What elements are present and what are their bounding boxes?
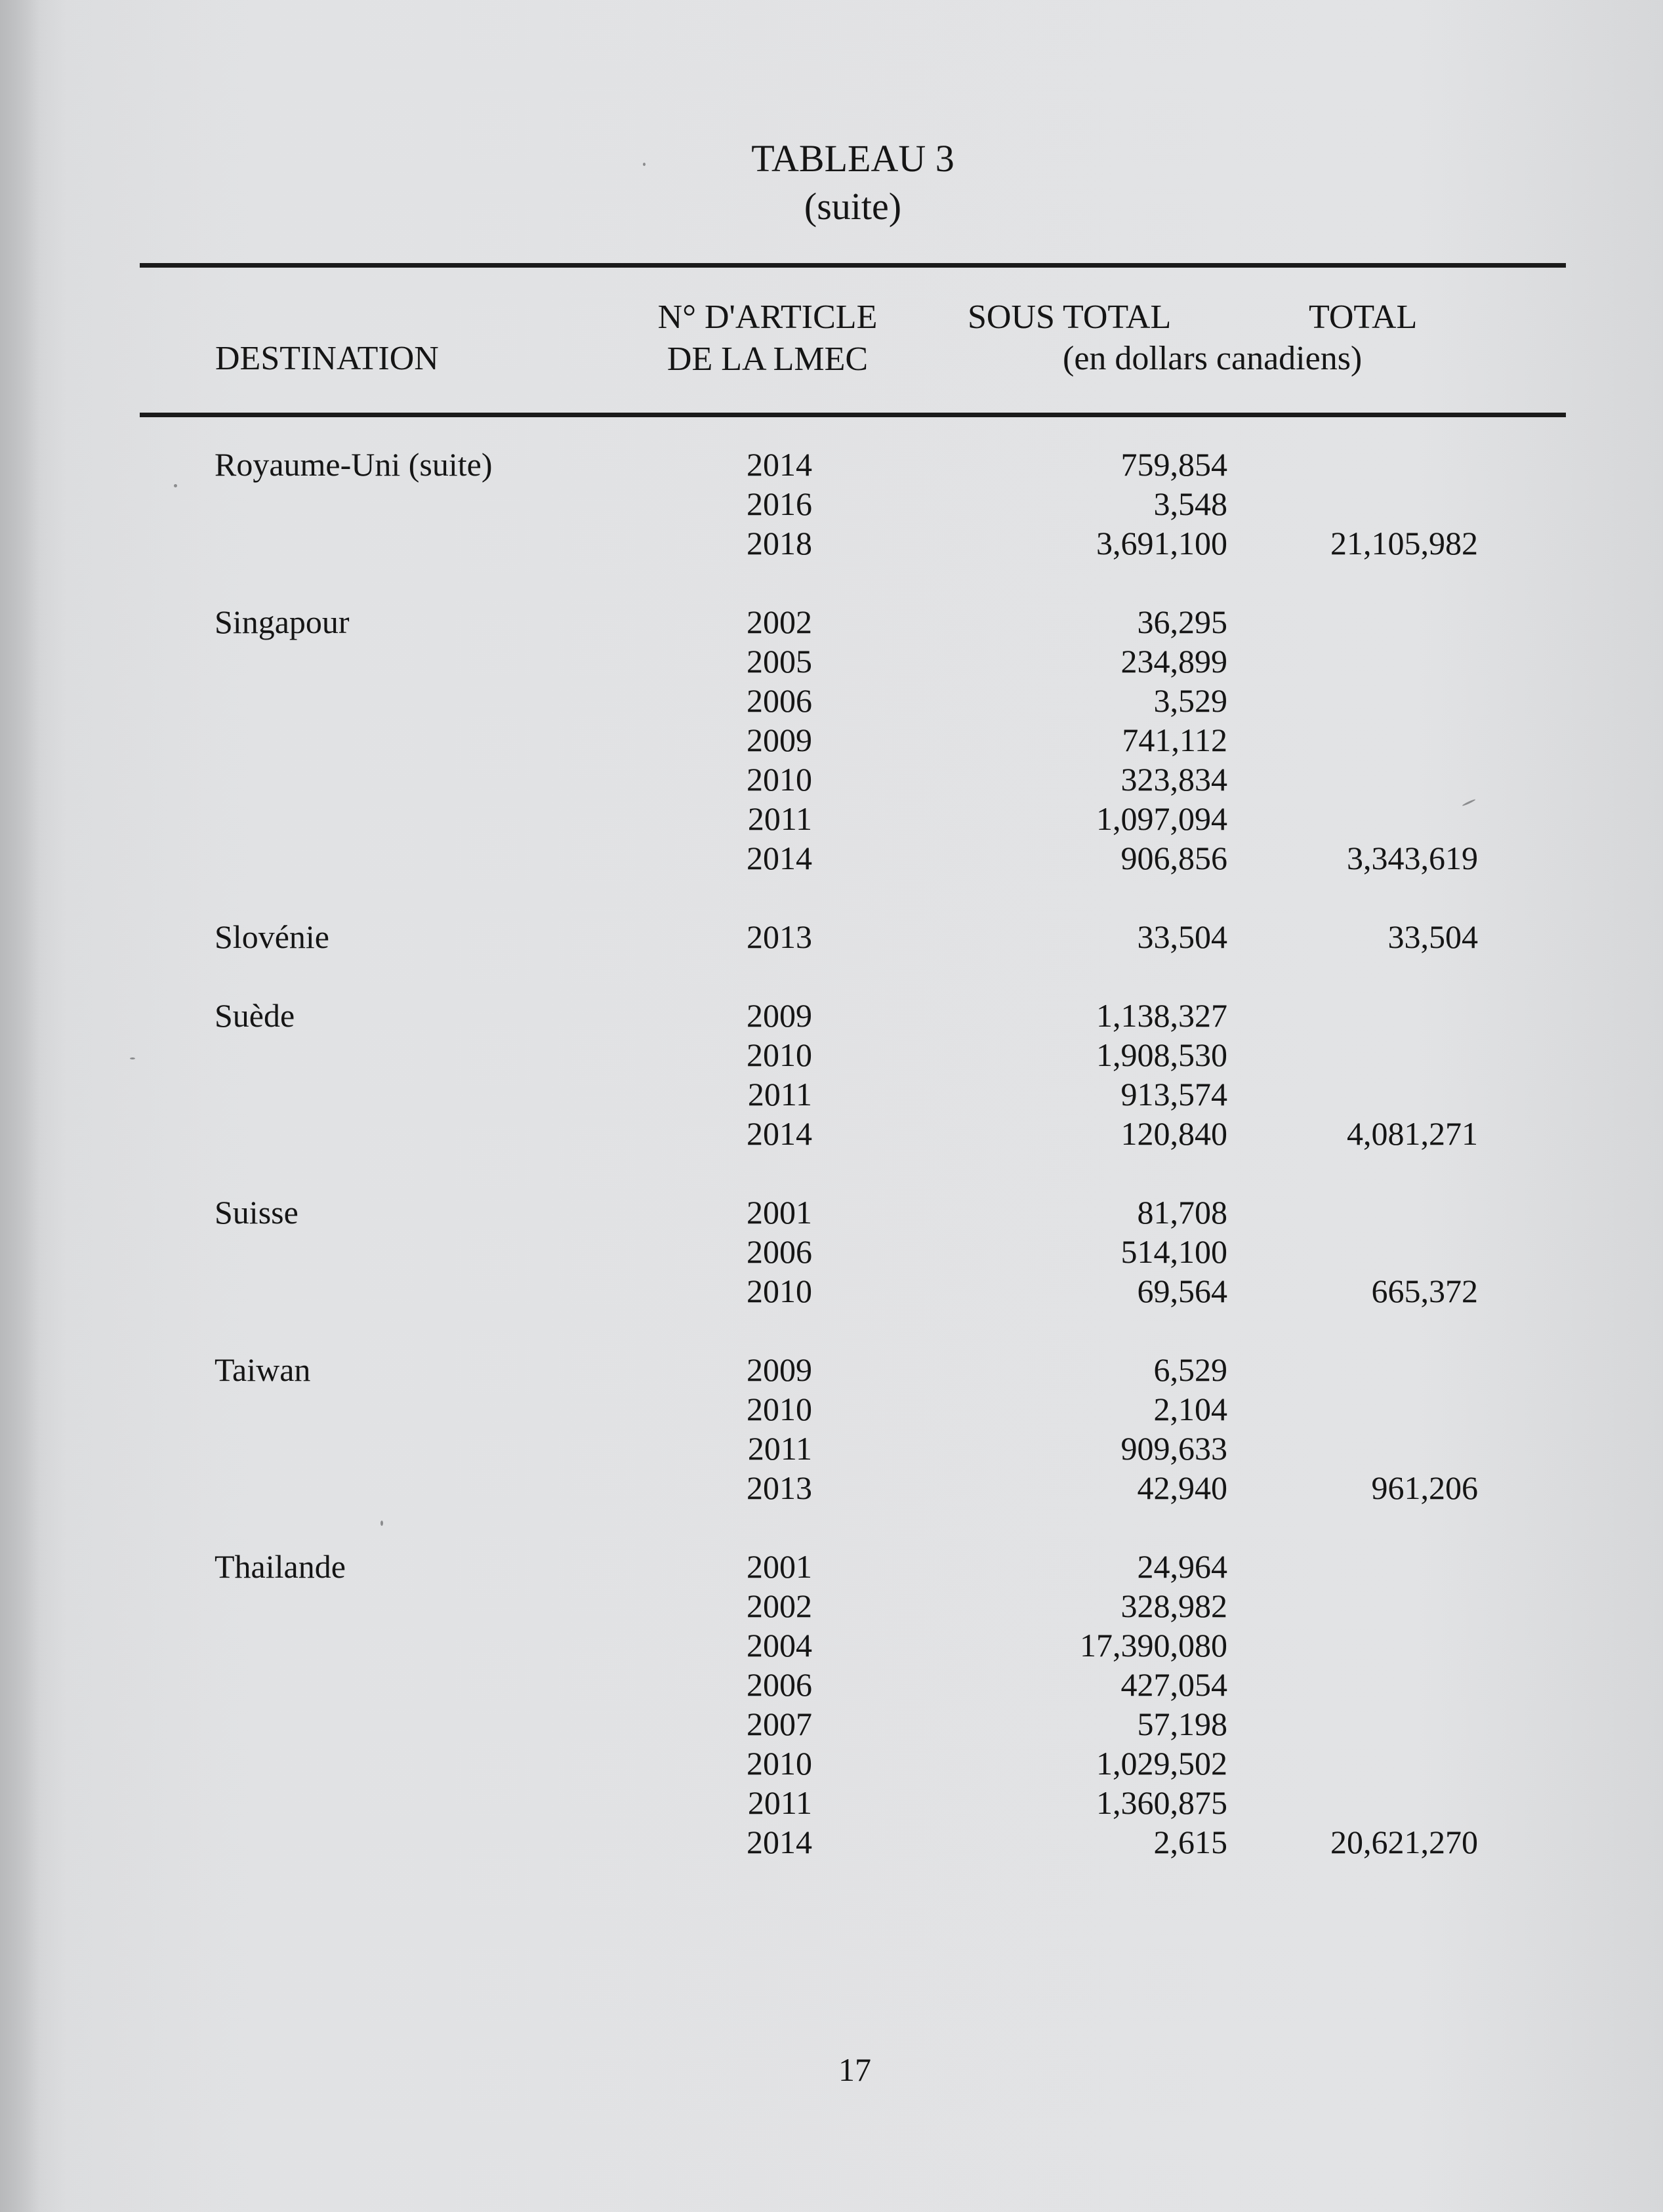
table-header-rule [140,413,1566,417]
header-total: TOTAL [1309,298,1418,336]
cell-article-code-text: 2001 [747,1548,812,1585]
cell-sous-total: 913,574 [1120,1076,1227,1113]
cell-article-code-text: 2016 [747,485,812,522]
cell-sous-total: 33,504 [1137,918,1227,955]
cell-sous-total: 1,029,502 [1096,1745,1227,1782]
cell-article-code-text: 2011 [747,1430,812,1467]
table-row [0,720,1663,760]
cell-article-code-text: 2013 [747,1469,812,1506]
cell-article-code-text: 2006 [747,1666,812,1703]
cell-destination: Suède [215,997,295,1034]
header-article-line2: DE LA LMEC [667,340,869,378]
cell-sous-total: 1,360,875 [1096,1784,1227,1821]
header-unit: (en dollars canadiens) [1063,340,1363,377]
table-row [0,523,1663,563]
table-row [0,484,1663,523]
cell-article-code-text: 2011 [747,800,812,837]
scan-speck [130,1057,135,1059]
header-sous-total: SOUS TOTAL [968,298,1172,336]
cell-sous-total: 2,615 [1153,1824,1227,1860]
table-row [0,838,1663,878]
cell-total: 21,105,982 [1330,525,1478,562]
cell-sous-total: 57,198 [1137,1706,1227,1742]
table-row [0,1193,1663,1232]
cell-sous-total: 1,138,327 [1096,997,1227,1034]
cell-article-code-text: 2006 [747,682,812,719]
cell-article-code-text: 2010 [747,1273,812,1309]
cell-sous-total: 6,529 [1153,1351,1227,1388]
table-row [0,445,1663,484]
cell-article-code-text: 2009 [747,722,812,758]
cell-destination: Royaume-Uni (suite) [215,446,493,483]
table-row [0,1783,1663,1822]
cell-sous-total: 69,564 [1137,1273,1227,1309]
header-destination: DESTINATION [215,340,439,377]
cell-destination: Suisse [215,1194,298,1231]
header-article [636,297,899,380]
cell-article-code-text: 2014 [747,446,812,483]
cell-destination: Thailande [215,1548,346,1585]
cell-sous-total: 741,112 [1122,722,1227,758]
cell-sous-total: 323,834 [1120,761,1227,798]
cell-article-code-text: 2005 [747,643,812,680]
table-row [0,1114,1663,1153]
cell-article-code-text: 2010 [747,1391,812,1427]
table-row [0,681,1663,720]
cell-destination: Slovénie [215,918,329,955]
cell-article-code-text: 2014 [747,1115,812,1152]
cell-article-code-text: 2009 [747,1351,812,1388]
cell-article-code-text: 2007 [747,1706,812,1742]
cell-sous-total: 328,982 [1120,1587,1227,1624]
cell-total: 961,206 [1371,1469,1478,1506]
cell-article-code-text: 2011 [747,1076,812,1113]
table-row [0,996,1663,1035]
table-row [0,760,1663,799]
scan-speck [380,1521,383,1526]
cell-sous-total: 906,856 [1120,840,1227,876]
cell-article-code-text: 2010 [747,1036,812,1073]
table-row [0,917,1663,956]
page-title: TABLEAU 3 [751,137,955,180]
cell-sous-total: 42,940 [1137,1469,1227,1506]
cell-sous-total: 3,529 [1153,682,1227,719]
cell-article-code-text: 2002 [747,604,812,640]
cell-article-code-text: 2014 [747,1824,812,1860]
table-row [0,1389,1663,1429]
page-number: 17 [838,2051,871,2088]
cell-sous-total: 514,100 [1120,1233,1227,1270]
cell-article-code-text: 2011 [747,1784,812,1821]
table-row [0,1271,1663,1311]
table-row [0,1035,1663,1075]
cell-destination: Singapour [215,604,350,640]
table-row [0,1822,1663,1862]
cell-article-code-text: 2010 [747,1745,812,1782]
scan-speck [174,484,177,487]
cell-destination: Taiwan [215,1351,311,1388]
cell-article-code-text: 2013 [747,918,812,955]
table-row [0,602,1663,642]
cell-sous-total: 3,548 [1153,485,1227,522]
table-row [0,1704,1663,1744]
cell-sous-total: 17,390,080 [1080,1627,1227,1664]
table-row [0,1547,1663,1586]
scan-speck [643,163,646,166]
cell-total: 20,621,270 [1330,1824,1478,1860]
cell-article-code-text: 2009 [747,997,812,1034]
table-row [0,1665,1663,1704]
table-row [0,1075,1663,1114]
table-row [0,1350,1663,1389]
table-row [0,1744,1663,1783]
cell-sous-total: 759,854 [1120,446,1227,483]
cell-sous-total: 427,054 [1120,1666,1227,1703]
cell-article-code-text: 2014 [747,840,812,876]
cell-sous-total: 234,899 [1120,643,1227,680]
table-row [0,1232,1663,1271]
cell-article-code-text: 2006 [747,1233,812,1270]
cell-total: 4,081,271 [1347,1115,1478,1152]
cell-sous-total: 1,908,530 [1096,1036,1227,1073]
cell-sous-total: 120,840 [1120,1115,1227,1152]
cell-article-code-text: 2004 [747,1627,812,1664]
cell-sous-total: 81,708 [1137,1194,1227,1231]
table-row [0,1586,1663,1626]
page-subtitle: (suite) [804,185,902,228]
table-row [0,1429,1663,1468]
cell-total: 33,504 [1387,918,1478,955]
cell-article-code-text: 2001 [747,1194,812,1231]
cell-article-code-text: 2010 [747,761,812,798]
header-article-line1: N° D'ARTICLE [657,298,878,336]
cell-sous-total: 36,295 [1137,604,1227,640]
cell-total: 3,343,619 [1347,840,1478,876]
table-row [0,799,1663,838]
cell-total: 665,372 [1371,1273,1478,1309]
table-row [0,1626,1663,1665]
table-top-rule [140,263,1566,268]
cell-sous-total: 24,964 [1137,1548,1227,1585]
cell-sous-total: 3,691,100 [1096,525,1227,562]
cell-article-code-text: 2018 [747,525,812,562]
cell-sous-total: 1,097,094 [1096,800,1227,837]
table-row [0,642,1663,681]
cell-article-code-text: 2002 [747,1587,812,1624]
cell-sous-total: 909,633 [1120,1430,1227,1467]
table-row [0,1468,1663,1507]
cell-sous-total: 2,104 [1153,1391,1227,1427]
